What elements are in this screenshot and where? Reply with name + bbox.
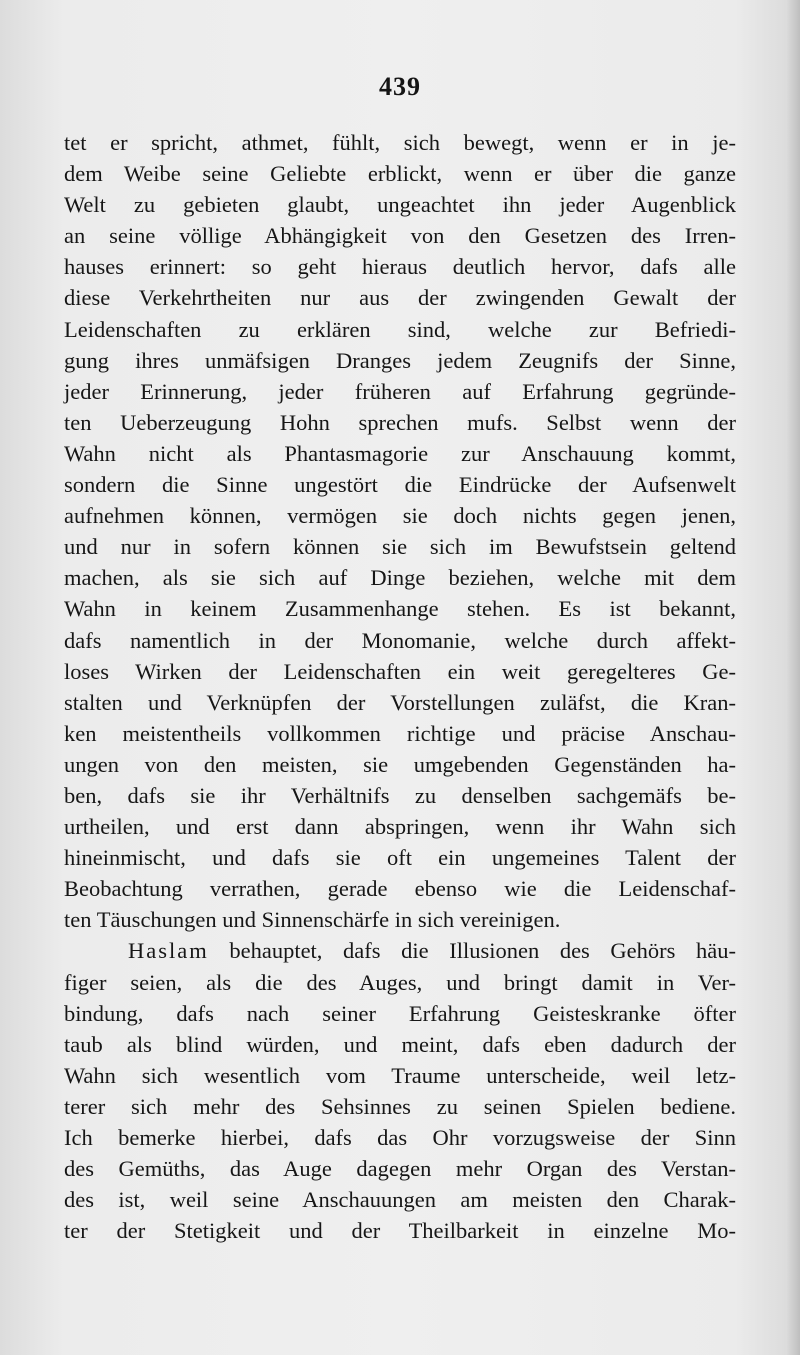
body-text	[64, 127, 736, 1246]
author-name: Haslam	[128, 938, 209, 964]
paragraph-first-line	[64, 935, 736, 966]
text-line: Beobachtung verrathen, gerade ebenso wie die Leidenschaf-	[64, 876, 736, 902]
text-line: ken meistentheils vollkommen richtige und präcise Anschau-	[64, 720, 736, 746]
paragraph-2	[64, 935, 736, 1246]
text-line: dafs namentlich in der Monomanie, welche durch affekt-	[64, 627, 736, 653]
text-line: hineinmischt, und dafs sie oft ein ungemeines Talent der	[64, 845, 736, 871]
text-line: jeder Erinnerung, jeder früheren auf Erfahrung gegründe-	[64, 378, 736, 404]
text-line: Wahn nicht als Phantasmagorie zur Anschauung kommt,	[64, 440, 736, 466]
text-line: ungen von den meisten, sie umgebenden Gegenständen ha-	[64, 751, 736, 777]
text-line: Leidenschaften zu erklären sind, welche zur Befriedi-	[64, 316, 736, 342]
text-line: stalten und Verknüpfen der Vorstellungen zuläfst, die Kran-	[64, 689, 736, 715]
text-line: ten Ueberzeugung Hohn sprechen mufs. Selbst wenn der	[64, 409, 736, 435]
text-line: Wahn in keinem Zusammenhange stehen. Es ist bekannt,	[64, 596, 736, 622]
text-line: ten Täuschungen und Sinnenschärfe in sich vereinigen.	[64, 907, 561, 933]
text-line: Welt zu gebieten glaubt, ungeachtet ihn jeder Augenblick	[64, 192, 736, 218]
first-line-text: behauptet, dafs die Illusionen des Gehörs häu-	[208, 938, 736, 964]
text-line: machen, als sie sich auf Dinge beziehen, welche mit dem	[64, 565, 736, 591]
text-line: hauses erinnert: so geht hieraus deutlich hervor, dafs alle	[64, 254, 736, 280]
text-line: aufnehmen können, vermögen sie doch nichts gegen jenen,	[64, 503, 736, 529]
page-number: 439	[379, 72, 421, 101]
paragraph-1	[64, 127, 736, 935]
text-line: tet er spricht, athmet, fühlt, sich bewegt, wenn er in je-	[64, 130, 736, 155]
text-line: gung ihres unmäfsigen Dranges jedem Zeugnifs der Sinne,	[64, 347, 736, 373]
page-edge-shadow	[786, 0, 800, 1355]
text-line: taub als blind würden, und meint, dafs eben dadurch der	[64, 1031, 736, 1057]
text-line: dem Weibe seine Geliebte erblickt, wenn er über die ganze	[64, 161, 736, 187]
text-line: Wahn sich wesentlich vom Traume unterscheide, weil letz-	[64, 1062, 736, 1088]
text-line: urtheilen, und erst dann abspringen, wenn ihr Wahn sich	[64, 814, 736, 840]
text-line: sondern die Sinne ungestört die Eindrücke der Aufsenwelt	[64, 472, 736, 498]
text-line: ben, dafs sie ihr Verhältnifs zu denselben sachgemäfs be-	[64, 782, 736, 808]
text-line: terer sich mehr des Sehsinnes zu seinen Spielen bediene.	[64, 1093, 736, 1119]
text-line: ter der Stetigkeit und der Theilbarkeit in einzelne Mo-	[64, 1218, 736, 1244]
text-line: an seine völlige Abhängigkeit von den Gesetzen des Irren-	[64, 223, 736, 249]
text-line: loses Wirken der Leidenschaften ein weit geregelteres Ge-	[64, 658, 736, 684]
text-line: des ist, weil seine Anschauungen am meisten den Charak-	[64, 1187, 736, 1213]
text-line: diese Verkehrtheiten nur aus der zwingenden Gewalt der	[64, 285, 736, 311]
text-line: figer seien, als die des Auges, und bringt damit in Ver-	[64, 969, 736, 995]
text-line: Ich bemerke hierbei, dafs das Ohr vorzugsweise der Sinn	[64, 1125, 736, 1150]
text-line: des Gemüths, das Auge dagegen mehr Organ des Verstan-	[64, 1156, 736, 1182]
text-line: und nur in sofern können sie sich im Bewufstsein geltend	[64, 534, 736, 560]
text-line: bindung, dafs nach seiner Erfahrung Geisteskranke öfter	[64, 1000, 736, 1026]
